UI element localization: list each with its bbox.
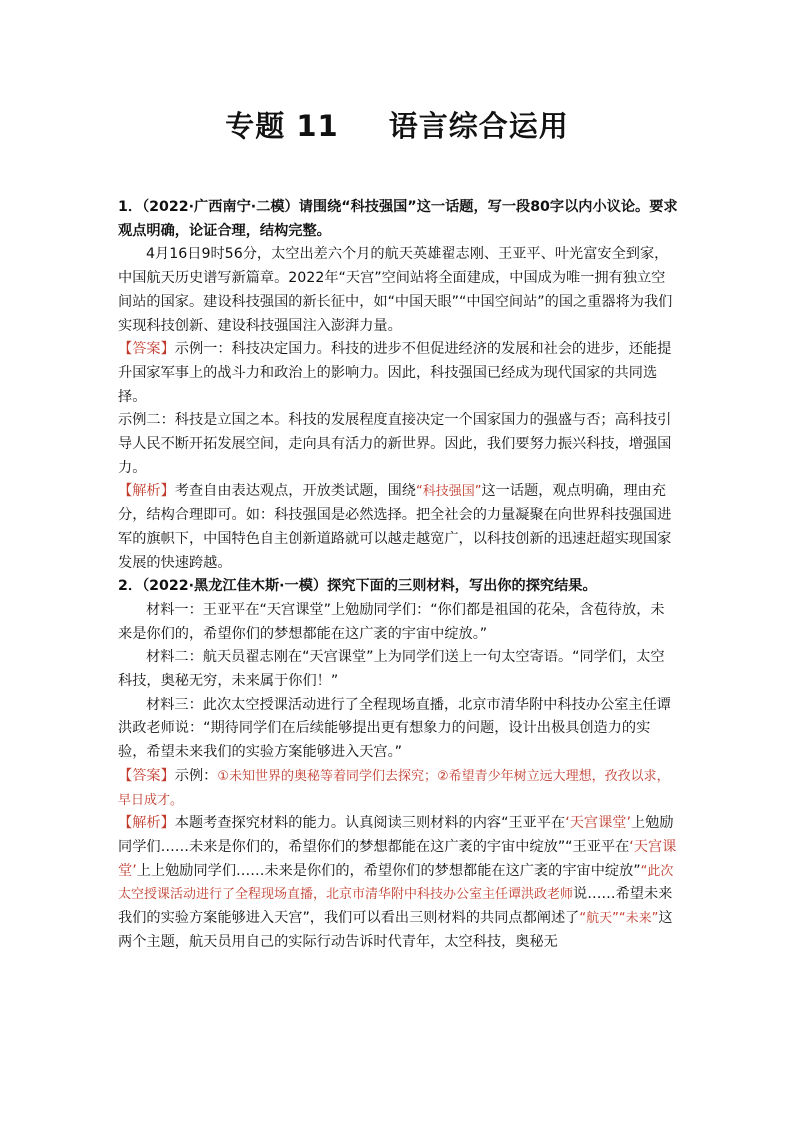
- question-2-answer: 【答案】示例：①未知世界的奥秘等着同学们去探究；②希望青少年树立远大理想，孜孜以求，早日成才。: [118, 767, 670, 808]
- answer-tag: 【答案】: [118, 767, 175, 784]
- topic-number: 专题 11: [225, 109, 339, 143]
- topic-name: 语言综合运用: [388, 109, 569, 143]
- question-1-prompt: 1．（2022·广西南宁·二模）请围绕“科技强国”这一话题，写一段80字以内小议论。要求观点明确，论证合理，结构完整。: [118, 199, 678, 239]
- question-2-analysis: 【解析】本题考查探究材料的能力。认真阅读三则材料的内容“王亚平在‘天宫课堂’上勉励同学们……未来是你们的，希望你们的梦想都能在这广袤的宇宙中绽放”“王亚平在‘天宫课堂’上上勉励同学们……未来是你们的，希望你们的梦想都能在这广袤的宇宙中绽放”“此次太空授课活动进行了全程现场直播，北京市清华附中科技办公室主任谭洪政老师说……希望未来我们的实验方案能够进入天宫”，我们可以看出三则材料的共同点都阐述了“航天”“未来”这两个主题，航天员用自己的实际行动告诉时代青年，太空科技，奥秘无: [118, 815, 677, 950]
- question-2-material-2: 材料二：航天员翟志刚在“天宫课堂”上为同学们送上一句太空寄语。“同学们，太空科技，奥秘无穷，未来属于你们！”: [118, 649, 665, 690]
- question-2-material-3: 材料三：此次太空授课活动进行了全程现场直播，北京市清华附中科技办公室主任谭洪政老师说：“期待同学们在后续能够提出更有想象力的问题，设计出极具创造力的实验，希望未来我们的实验方案能够进入天宫。”: [118, 696, 671, 761]
- question-1-material: 4月16日9时56分，太空出差六个月的航天英雄翟志刚、王亚平、叶光富安全到家，中国航天历史谱写新篇章。2022年“天宫”空间站将全面建成，中国成为唯一拥有独立空间站的国家。建设科技强国的新长征中，如“中国天眼”“中国空间站”的国之重器将为我们实现科技创新、建设科技强国注入澎湃力量。: [118, 246, 673, 334]
- question-2-prompt: 2．（2022·黑龙江佳木斯·一模）探究下面的三则材料，写出你的探究结果。: [118, 578, 597, 595]
- question-1-answer-1: 【答案】示例一：科技决定国力。科技的进步不但促进经济的发展和社会的进步，还能提升国家军事上的战斗力和政治上的影响力。因此，科技强国已经成为现代国家的共同选择。: [118, 341, 672, 405]
- answer-tag: 【答案】: [118, 341, 175, 358]
- question-1-answer-2: 示例二：科技是立国之本。科技的发展程度直接决定一个国家国力的强盛与否；高科技引导人民不断开拓发展空间，走向具有活力的新世界。因此，我们要努力振兴科技，增强国力。: [118, 412, 672, 476]
- document-body: [118, 196, 678, 955]
- analysis-tag: 【解析】: [118, 483, 175, 500]
- question-2-material-1: 材料一：王亚平在“天宫课堂”上勉励同学们：“你们都是祖国的花朵，含苞待放，未来是你们的，希望你们的梦想都能在这广袤的宇宙中绽放。”: [118, 601, 665, 642]
- page-title: [0, 104, 794, 145]
- analysis-tag: 【解析】: [118, 815, 175, 832]
- question-1-analysis: 【解析】考查自由表达观点，开放类试题，围绕“科技强国”这一话题，观点明确，理由充分，结构合理即可。如：科技强国是必然选择。把全社会的力量凝聚在向世界科技强国进军的旗帜下，中国特色自主创新道路就可以越走越宽广，以科技创新的迅速赶超实现国家发展的快速跨越。: [118, 483, 672, 571]
